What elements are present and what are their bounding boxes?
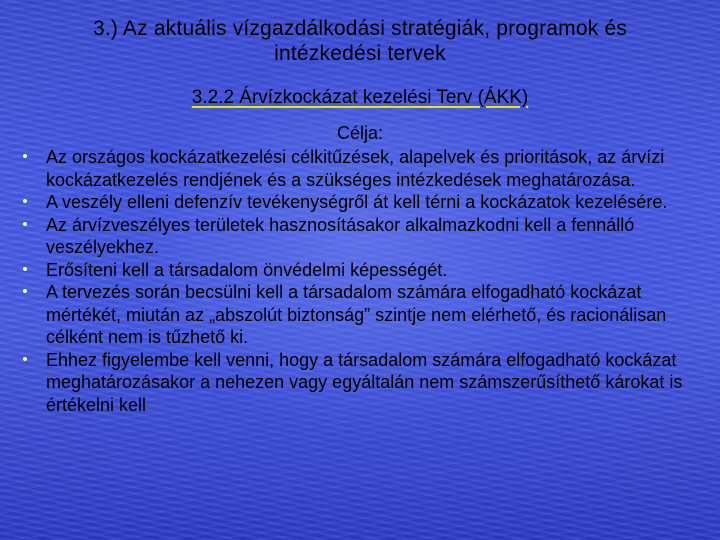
bullet-item bbox=[18, 259, 698, 282]
bullet-text: Erősíteni kell a társadalom önvédelmi képességét. bbox=[46, 259, 448, 280]
bullet-icon: • bbox=[22, 215, 28, 233]
bullet-text: Az országos kockázatkezelési célkitűzések, alapelvek és prioritások, az árvízi kockázatkezelés rendjének és a szükséges intézkedések meghatározása. bbox=[46, 147, 665, 190]
bullet-item bbox=[18, 191, 698, 214]
bullet-icon: • bbox=[22, 193, 28, 210]
bullet-item bbox=[18, 281, 698, 349]
bullet-icon: • bbox=[22, 350, 28, 368]
bullet-item bbox=[18, 146, 698, 191]
bullet-icon: • bbox=[22, 148, 28, 165]
bullet-text: A veszély elleni defenzív tevékenységről át kell térni a kockázatok kezelésére. bbox=[46, 192, 668, 212]
slide-title-line-1: 3.) Az aktuális vízgazdálkodási stratégiák, programok és bbox=[92, 17, 628, 40]
bullet-icon: • bbox=[22, 260, 28, 278]
slide-title-line-2: intézkedési tervek bbox=[274, 42, 446, 65]
bullet-list bbox=[18, 146, 698, 416]
bullet-item bbox=[18, 349, 698, 417]
bullet-text: Az árvízveszélyes területek hasznosításakor alkalmazkodni kell a fennálló veszélyekhez. bbox=[46, 214, 635, 257]
goal-label: Célja: bbox=[336, 123, 384, 143]
section-heading-text: 3.2.2 Árvízkockázat kezelési Terv (ÁKK) bbox=[191, 87, 529, 108]
bullet-item bbox=[18, 214, 698, 259]
section-heading bbox=[100, 86, 620, 110]
bullet-text: Ehhez figyelembe kell venni, hogy a társadalom számára elfogadható kockázat meghatározásakor a nehezen vagy egyáltalán nem számszerűsíthető károkat is értékelni kell bbox=[46, 349, 683, 415]
bullet-icon: • bbox=[22, 283, 28, 300]
bullet-text: A tervezés során becsülni kell a társadalom számára elfogadható kockázat mértékét, miután az „abszolút biztonság” szintje nem elérhető, és racionálisan célként nem is tűzhető ki. bbox=[46, 282, 667, 347]
slide-title bbox=[20, 16, 700, 66]
